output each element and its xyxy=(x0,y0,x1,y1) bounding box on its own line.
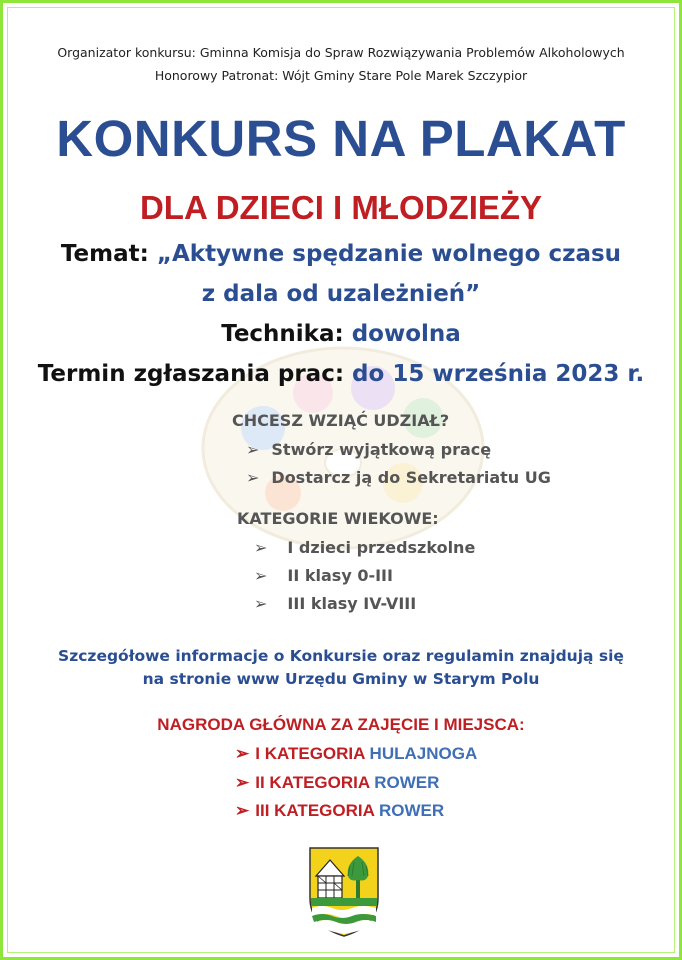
prize-category: I KATEGORIA xyxy=(255,744,365,763)
patron-text: Honorowy Patronat: Wójt Gminy Stare Pole Marek Szczypior xyxy=(154,68,528,83)
info-line-2: na stronie www Urzędu Gminy w Starym Polu xyxy=(142,670,540,688)
prize-item xyxy=(235,773,439,793)
poster-title: KONKURS NA PLAKAT xyxy=(56,110,626,167)
category-item xyxy=(254,566,393,585)
arrowhead-bullet-icon: ➢ xyxy=(246,468,260,487)
category-item-text: III klasy IV-VIII xyxy=(287,594,417,613)
prize-category: III KATEGORIA xyxy=(255,801,375,820)
participate-item xyxy=(246,440,491,459)
arrowhead-bullet-icon: ➢ xyxy=(254,594,268,613)
participate-item-text: Stwórz wyjątkową pracę xyxy=(271,440,492,459)
theme-label: Temat: xyxy=(60,241,149,267)
prize-category: II KATEGORIA xyxy=(255,773,370,792)
prize-name: ROWER xyxy=(378,801,445,820)
category-item xyxy=(254,538,475,557)
arrowhead-bullet-icon: ➢ xyxy=(235,801,250,820)
info-line-1: Szczegółowe informacje o Konkursie oraz regulamin znajdują się xyxy=(58,647,624,665)
arrowhead-bullet-icon: ➢ xyxy=(254,566,268,585)
category-item-text: II klasy 0-III xyxy=(287,566,393,585)
prizes-heading: NAGRODA GŁÓWNA ZA ZAJĘCIE I MIEJSCA: xyxy=(157,715,525,734)
technique-label: Technika: xyxy=(221,321,344,347)
participate-item-text: Dostarcz ją do Sekretariatu UG xyxy=(271,468,551,487)
stare-pole-coat-of-arms-icon xyxy=(308,846,380,938)
arrowhead-bullet-icon: ➢ xyxy=(254,538,268,557)
prize-item xyxy=(235,744,477,764)
poster-subtitle: DLA DZIECI I MŁODZIEŻY xyxy=(139,189,543,226)
theme-line-1 xyxy=(3,241,679,267)
deadline-line xyxy=(3,361,679,387)
participate-heading: CHCESZ WZIĄĆ UDZIAŁ? xyxy=(232,411,450,430)
theme-value-1: „Aktywne spędzanie wolnego czasu xyxy=(156,241,622,267)
participate-item xyxy=(246,468,551,487)
prize-item xyxy=(235,801,444,821)
deadline-value: do 15 września 2023 r. xyxy=(352,361,645,387)
technique-line xyxy=(3,321,679,347)
arrowhead-bullet-icon: ➢ xyxy=(246,440,260,459)
category-item xyxy=(254,594,416,613)
deadline-label: Termin zgłaszania prac: xyxy=(37,361,345,387)
theme-value-2: z dala od uzależnień” xyxy=(201,281,481,307)
arrowhead-bullet-icon: ➢ xyxy=(235,744,250,763)
prize-name: ROWER xyxy=(374,773,440,792)
arrowhead-bullet-icon: ➢ xyxy=(235,773,250,792)
technique-value: dowolna xyxy=(351,321,461,347)
categories-heading: KATEGORIE WIEKOWE: xyxy=(237,509,439,528)
prize-name: HULAJNOGA xyxy=(369,744,478,763)
organizer-text: Organizator konkursu: Gminna Komisja do Spraw Rozwiązywania Problemów Alkoholowych xyxy=(57,45,625,60)
category-item-text: I dzieci przedszkolne xyxy=(287,538,476,557)
